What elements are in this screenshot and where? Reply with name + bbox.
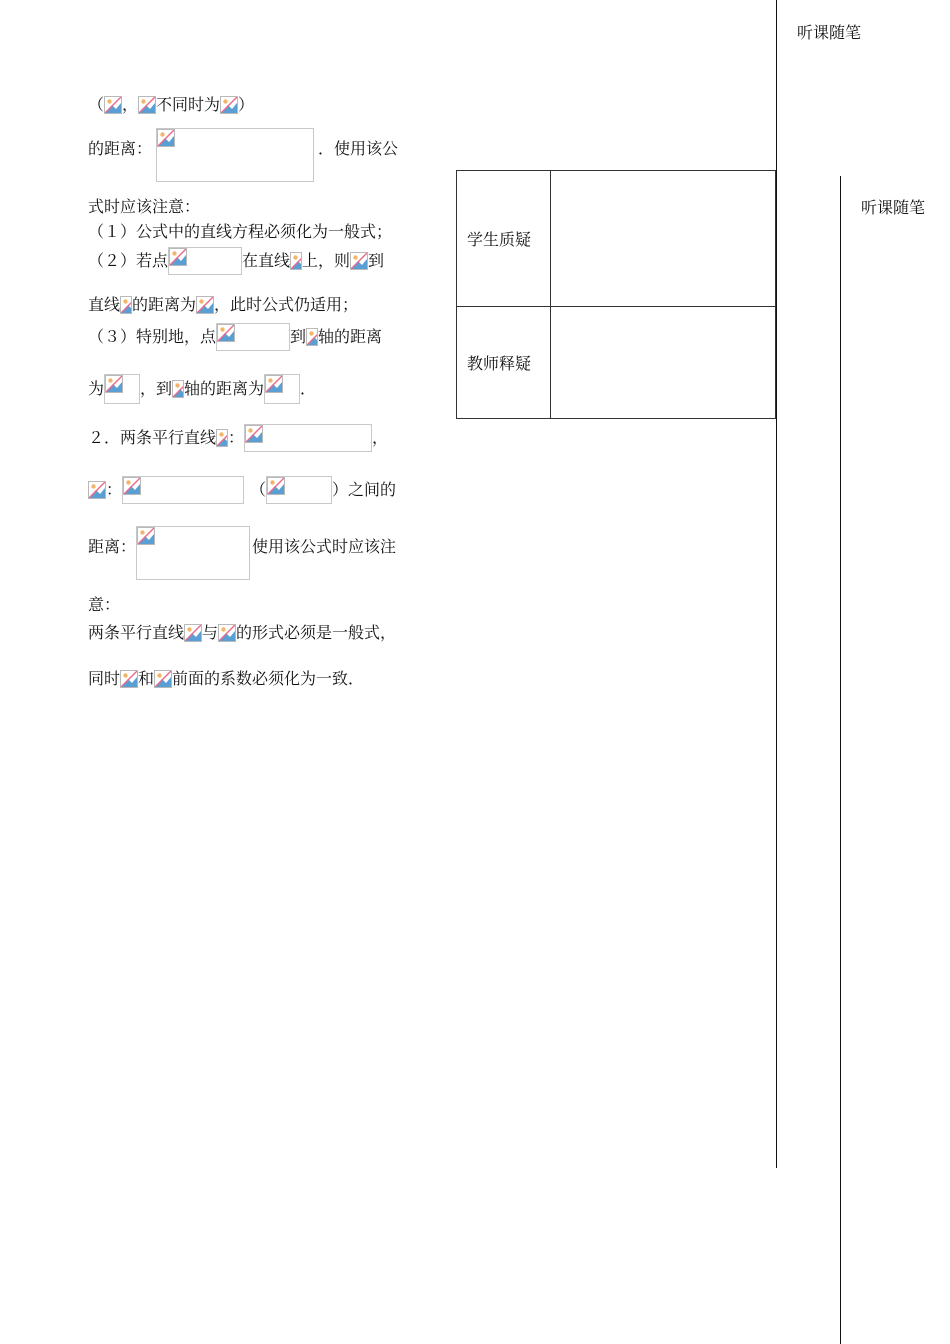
text-line: （１）公式中的直线方程必须化为一般式； [88, 221, 393, 241]
formula-box [266, 476, 332, 504]
column-divider [776, 0, 777, 1168]
formula-image [88, 481, 106, 499]
formula-image [220, 96, 238, 114]
formula-image [172, 380, 184, 398]
margin-divider [840, 176, 841, 1344]
formula-image [104, 96, 122, 114]
row-label-student-questions: 学生质疑 [457, 171, 551, 307]
formula-image [265, 375, 283, 393]
formula-image [350, 252, 368, 270]
formula-box [244, 424, 372, 452]
formula-image [218, 624, 236, 642]
row-label-teacher-answers: 教师释疑 [457, 307, 551, 419]
table-row [457, 171, 776, 307]
text-line: 意： [88, 594, 121, 614]
formula-image [120, 296, 132, 314]
formula-image [217, 324, 235, 342]
formula-image [138, 96, 156, 114]
text-line: 两条平行直线 与 的形式必须是一般式， [88, 622, 397, 642]
row-content-student-questions[interactable] [551, 171, 776, 307]
formula-image [105, 375, 123, 393]
text-line: 式时应该注意： [88, 196, 201, 216]
qa-table [456, 170, 776, 419]
formula-image [216, 429, 228, 447]
row-content-teacher-answers[interactable] [551, 307, 776, 419]
formula-image [306, 328, 318, 346]
formula-image [290, 252, 302, 270]
formula-box [136, 526, 250, 580]
note-label-top: 听课随笔 [797, 23, 862, 42]
formula-box [104, 374, 140, 404]
note-label-right: 听课随笔 [861, 198, 926, 217]
text-line: 同时 和 前面的系数必须化为一致． [88, 668, 365, 688]
table-row [457, 307, 776, 419]
formula-image [196, 296, 214, 314]
text-line: ２．两条平行直线 ： ， [88, 424, 388, 452]
formula-image [154, 670, 172, 688]
formula-image [137, 527, 155, 545]
text-line: ： （ ）之间的 [88, 476, 396, 504]
formula-box [216, 323, 290, 351]
formula-image [157, 129, 175, 147]
formula-image [245, 425, 263, 443]
formula-image [184, 624, 202, 642]
text-line: 直线 的距离为 ，此时公式仍适用； [88, 294, 359, 314]
text-line: （ ， 不同时为 ） [88, 94, 255, 114]
formula-box [156, 128, 314, 182]
text-line: （３）特别地，点 到 轴的距离 [88, 323, 382, 351]
formula-image [120, 670, 138, 688]
formula-image [267, 477, 285, 495]
formula-box [122, 476, 244, 504]
formula-box [264, 374, 300, 404]
formula-box [168, 247, 242, 275]
formula-image [123, 477, 141, 495]
formula-image [169, 248, 187, 266]
text-line: 为 ，到 轴的距离为 ． [88, 374, 316, 404]
text-line: （２）若点 在直线 上，则 到 [88, 247, 384, 275]
